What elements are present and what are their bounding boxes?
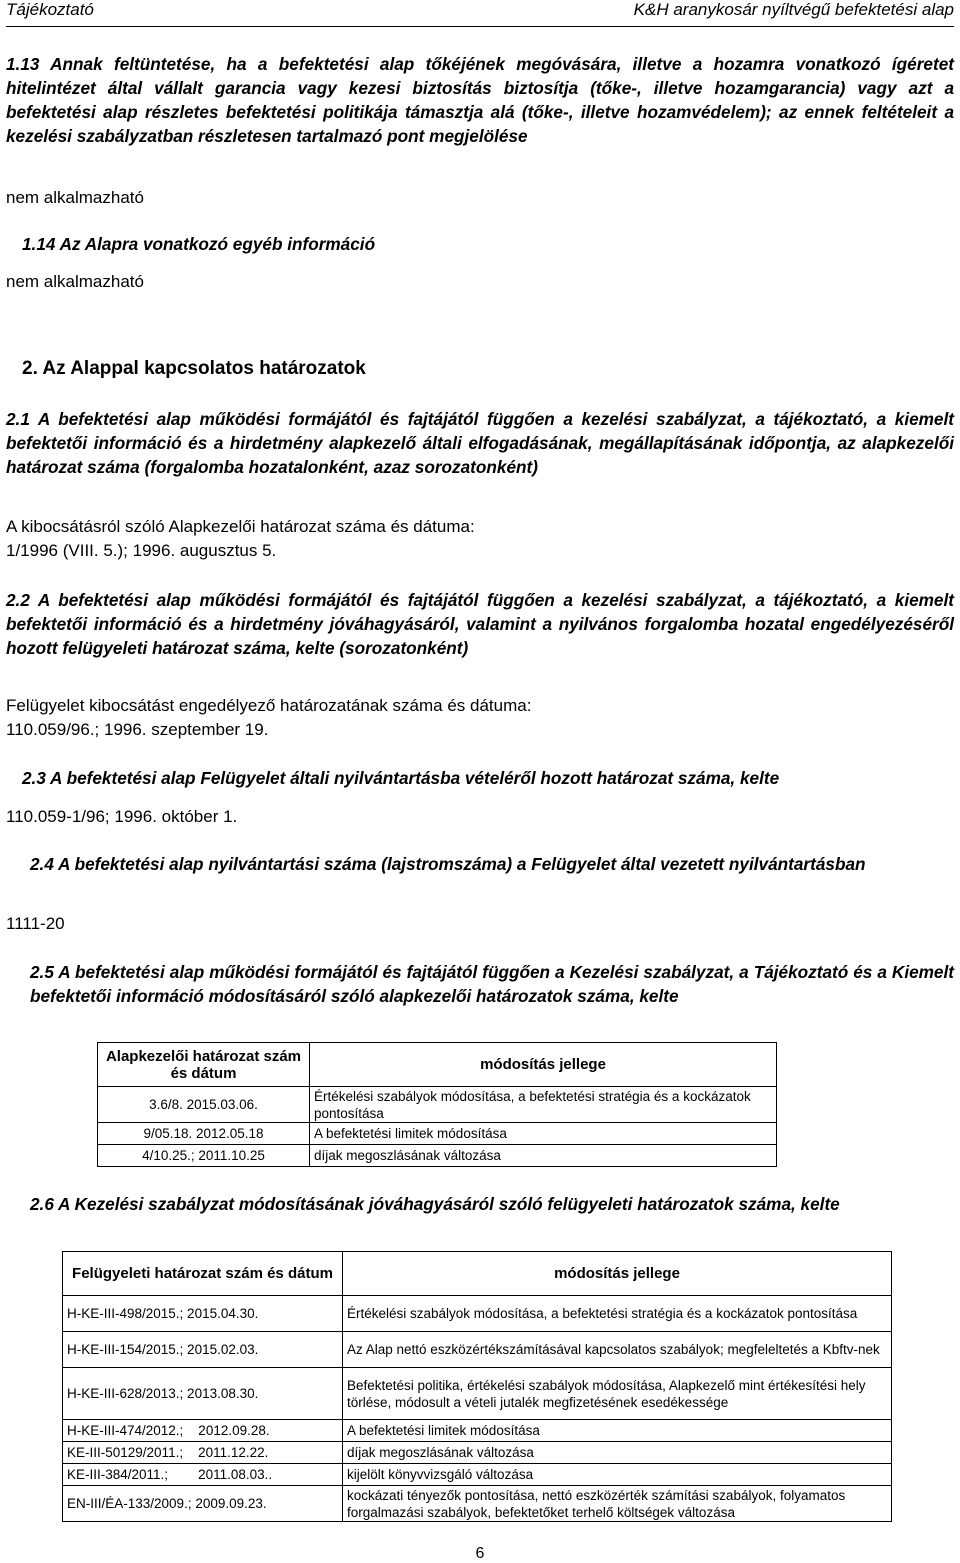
table-cell: KE-III-384/2011.; 2011.08.03.. xyxy=(63,1464,343,1486)
column-header: Alapkezelői határozat szám és dátum xyxy=(98,1043,310,1087)
table-row xyxy=(63,1332,892,1368)
section-2-6-heading: 2.6 A Kezelési szabályzat módosításának jóváhagyásáról szóló felügyeleti határozatok száma, kelte xyxy=(30,1194,840,1214)
table-cell: kockázati tényezők pontosítása, nettó eszközérték számítási szabályok, folyamatos forgalmazási szabályok, befektetőket terhelő költségek változása xyxy=(343,1486,892,1522)
table-cell: H-KE-III-154/2015.; 2015.02.03. xyxy=(63,1332,343,1368)
table-row xyxy=(98,1123,777,1145)
table-cell: A befektetési limitek módosítása xyxy=(310,1123,777,1145)
page-number: 6 xyxy=(475,1545,485,1562)
table-row xyxy=(63,1442,892,1464)
table-cell: 3.6/8. 2015.03.06. xyxy=(98,1087,310,1123)
table-row xyxy=(63,1464,892,1486)
table-cell: Az Alap nettó eszközértékszámításával kapcsolatos szabályok; megfeleltetés a Kbftv-nek xyxy=(343,1332,892,1368)
table-cell: H-KE-III-474/2012.; 2012.09.28. xyxy=(63,1420,343,1442)
section-2-1-heading: 2.1 A befektetési alap működési formájától és fajtájától függően a kezelési szabályzat, a tájékoztató, a kiemelt befektetői információ és a hirdetmény alapkezelő általi elfogadásának, megállapításának időpontja, az alapkezelői határozat száma (forgalomba hozatalonként, azaz sorozatonként) xyxy=(6,409,954,477)
table-row xyxy=(98,1145,777,1167)
table-header-row xyxy=(63,1252,892,1296)
table-cell: EN-III/ÉA-133/2009.; 2009.09.23. xyxy=(63,1486,343,1522)
table-header-row xyxy=(98,1043,777,1087)
section-2-3-heading: 2.3 A befektetési alap Felügyelet általi nyilvántartásba vételéről hozott határozat száma, kelte xyxy=(22,768,780,788)
section-2-2-line1: Felügyelet kibocsátást engedélyező határozatának száma és dátuma: xyxy=(6,696,532,715)
section-2-2-heading: 2.2 A befektetési alap működési formájától és fajtájától függően a kezelési szabályzat, a tájékoztató, a kiemelt befektetői információ és a hirdetmény jóváhagyásáról, valamint a nyilvános forgalomba hozatal engedélyezéséről hozott felügyeleti határozat száma, kelte (sorozatonként) xyxy=(6,590,954,658)
table-cell: díjak megoszlásának változása xyxy=(310,1145,777,1167)
section-1-13-value: nem alkalmazható xyxy=(6,188,144,207)
column-header: módosítás jellege xyxy=(343,1252,892,1296)
section-2-1-line2: 1/1996 (VIII. 5.); 1996. augusztus 5. xyxy=(6,541,277,560)
column-header: módosítás jellege xyxy=(310,1043,777,1087)
table-row xyxy=(63,1296,892,1332)
section-2-5-heading: 2.5 A befektetési alap működési formájától és fajtájától függően a Kezelési szabályzat, a Tájékoztató és a Kiemelt befektetői információ módosításáról szóló alapkezelői határozatok száma, kelte xyxy=(30,962,954,1006)
header-divider xyxy=(6,26,954,27)
section-2-3-value: 110.059-1/96; 1996. október 1. xyxy=(6,807,238,826)
table-row xyxy=(63,1368,892,1420)
table-row xyxy=(98,1087,777,1123)
page-header xyxy=(0,0,960,30)
section-1-13-heading: 1.13 Annak feltüntetése, ha a befektetési alap tőkéjének megóvására, illetve a hozamra vonatkozó ígéretet hitelintézet által vállalt garancia vagy kezesi biztosítás biztosítja (tőke-, illetve hozamgarancia) vagy azt a befektetési alap részletes befektetési politikája támasztja alá (tőke-, illetve hozamvédelem); az ennek feltételeit a kezelési szabályzatban részletesen tartalmazó pont megjelölése xyxy=(6,54,954,146)
header-doc-type: Tájékoztató xyxy=(6,0,94,19)
section-1-14-heading: 1.14 Az Alapra vonatkozó egyéb információ xyxy=(22,234,376,254)
section-2-4-value: 1111-20 xyxy=(6,914,65,933)
section-2-1-line1: A kibocsátásról szóló Alapkezelői határozat száma és dátuma: xyxy=(6,517,475,536)
table-row xyxy=(63,1486,892,1522)
column-header: Felügyeleti határozat szám és dátum xyxy=(63,1252,343,1296)
table-cell: kijelölt könyvvizsgáló változása xyxy=(343,1464,892,1486)
header-fund-name: K&H aranykosár nyíltvégű befektetési alap xyxy=(633,0,954,19)
table-cell: KE-III-50129/2011.; 2011.12.22. xyxy=(63,1442,343,1464)
table-row xyxy=(63,1420,892,1442)
section-2-2-line2: 110.059/96.; 1996. szeptember 19. xyxy=(6,720,269,739)
table-cell: díjak megoszlásának változása xyxy=(343,1442,892,1464)
table-felugyeleti-hatarozatok xyxy=(62,1251,892,1522)
section-2-heading: 2. Az Alappal kapcsolatos határozatok xyxy=(22,358,366,379)
table-cell: Befektetési politika, értékelési szabályok módosítása, Alapkezelő mint értékesítési hely törlése, módosult a vételi jutalék megfizetésének esedékessége xyxy=(343,1368,892,1420)
table-cell: A befektetési limitek módosítása xyxy=(343,1420,892,1442)
table-alapkezeloi-hatarozatok xyxy=(97,1042,777,1167)
table-cell: Értékelési szabályok módosítása, a befektetési stratégia és a kockázatok pontosítása xyxy=(310,1087,777,1123)
table-cell: H-KE-III-498/2015.; 2015.04.30. xyxy=(63,1296,343,1332)
section-2-4-heading: 2.4 A befektetési alap nyilvántartási száma (lajstromszáma) a Felügyelet által vezetett nyilvántartásban xyxy=(30,854,866,874)
section-1-14-value: nem alkalmazható xyxy=(6,272,144,291)
table-cell: Értékelési szabályok módosítása, a befektetési stratégia és a kockázatok pontosítása xyxy=(343,1296,892,1332)
table-cell: H-KE-III-628/2013.; 2013.08.30. xyxy=(63,1368,343,1420)
table-cell: 9/05.18. 2012.05.18 xyxy=(98,1123,310,1145)
table-cell: 4/10.25.; 2011.10.25 xyxy=(98,1145,310,1167)
